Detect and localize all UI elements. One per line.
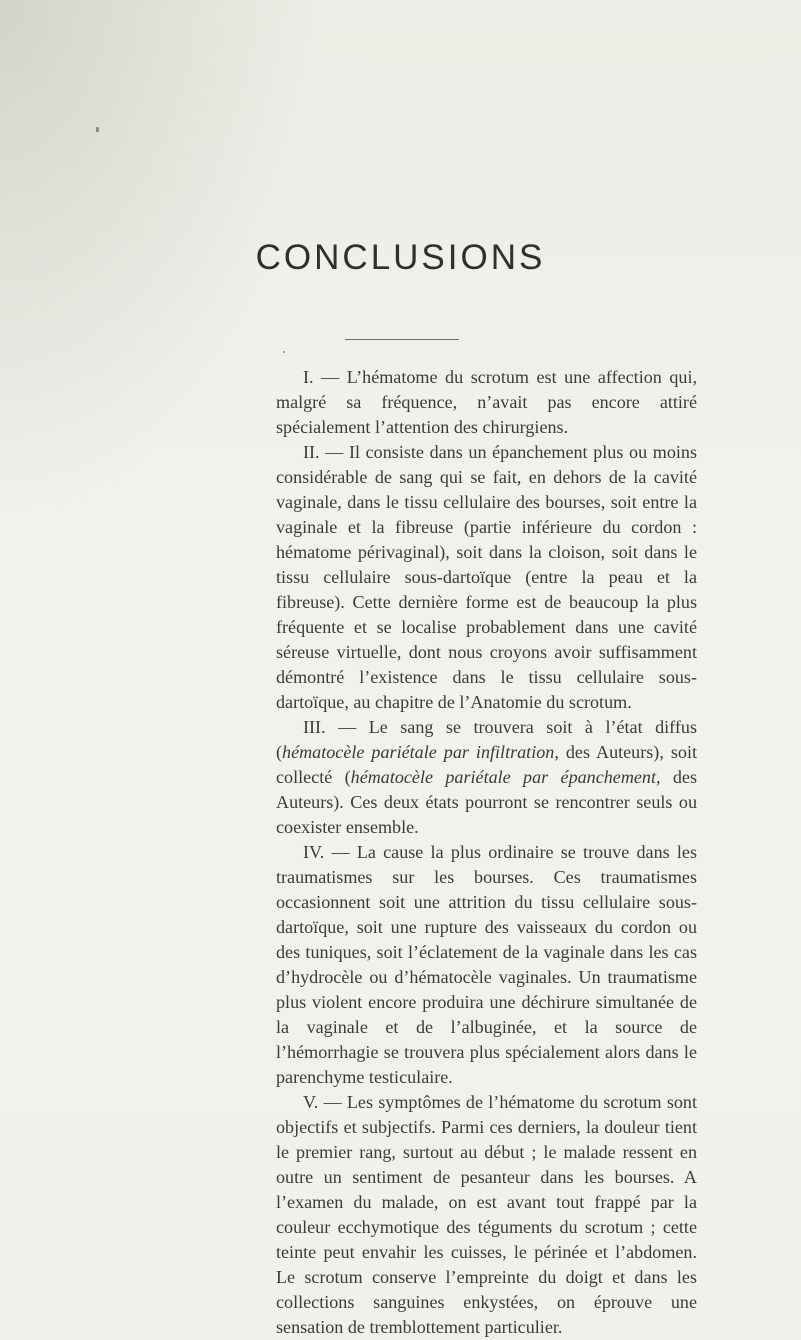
paragraph-text: III. — Le sang se trouvera soit à l’état diffus (	[276, 717, 697, 762]
ink-speck	[283, 351, 285, 353]
conclusions-body	[276, 365, 697, 1340]
title-rule	[345, 339, 459, 340]
conclusion-paragraph	[276, 440, 697, 715]
ink-speck	[96, 127, 99, 132]
conclusion-paragraph	[276, 1090, 697, 1340]
italic-term: hématocèle pariétale par épanchement,	[350, 767, 661, 787]
paragraph-text: V. — Les symptômes de l’hématome du scrotum sont objectifs et subjectifs. Parmi ces derniers, la douleur tient le premier rang, surtout au début ; le malade ressent en outre un sentiment de pesanteur dans les bourses. A l’examen du malade, on est avant tout frappé par la couleur ecchymotique des téguments du scrotum ; cette teinte peut envahir les cuisses, le périnée et l’abdomen. Le scrotum conserve l’empreinte du doigt et dans les collections sanguines enkystées, on éprouve une sensation de tremblottement particulier.	[276, 1092, 697, 1337]
paragraph-text: IV. — La cause la plus ordinaire se trouve dans les traumatismes sur les bourses. Ces traumatismes occasionnent soit une attrition du tissu cellulaire sous-dartoïque, soit une rupture des vaisseaux du cordon ou des tuniques, soit l’éclatement de la vaginale dans les cas d’hydrocèle ou d’hématocèle vaginales. Un traumatisme plus violent encore produira une déchirure simultanée de la vaginale et de l’albuginée, et la source de l’hémorrhagie se trouvera plus spécialement alors dans le parenchyme testiculaire.	[276, 842, 697, 1087]
italic-term: hématocèle pariétale par infiltration,	[282, 742, 559, 762]
paragraph-text: II. — Il consiste dans un épanchement plus ou moins considérable de sang qui se fait, en dehors de la cavité vaginale, dans le tissu cellulaire des bourses, soit entre la vaginale et la fibreuse (partie inférieure du cordon : hématome périvaginal), soit dans la cloison, soit dans le tissu cellulaire sous-dartoïque (entre la peau et la fibreuse). Cette dernière forme est de beaucoup la plus fréquente et se localise probablement dans une cavité séreuse virtuelle, dont nous croyons avoir suffisamment démontré l’existence dans le tissu cellulaire sous-dartoïque, au chapitre de l’Anatomie du scrotum.	[276, 442, 697, 712]
conclusion-paragraph	[276, 715, 697, 840]
paragraph-text: des Auteurs), soit collecté (	[276, 742, 697, 787]
conclusion-paragraph	[276, 840, 697, 1090]
paragraph-text: I. — L’hématome du scrotum est une affection qui, malgré sa fréquence, n’avait pas encore attiré spécialement l’attention des chirurgiens.	[276, 367, 697, 437]
page-title: CONCLUSIONS	[255, 238, 546, 278]
conclusion-paragraph	[276, 365, 697, 440]
paragraph-text: des Auteurs). Ces deux états pourront se rencontrer seuls ou coexister ensemble.	[276, 767, 697, 837]
